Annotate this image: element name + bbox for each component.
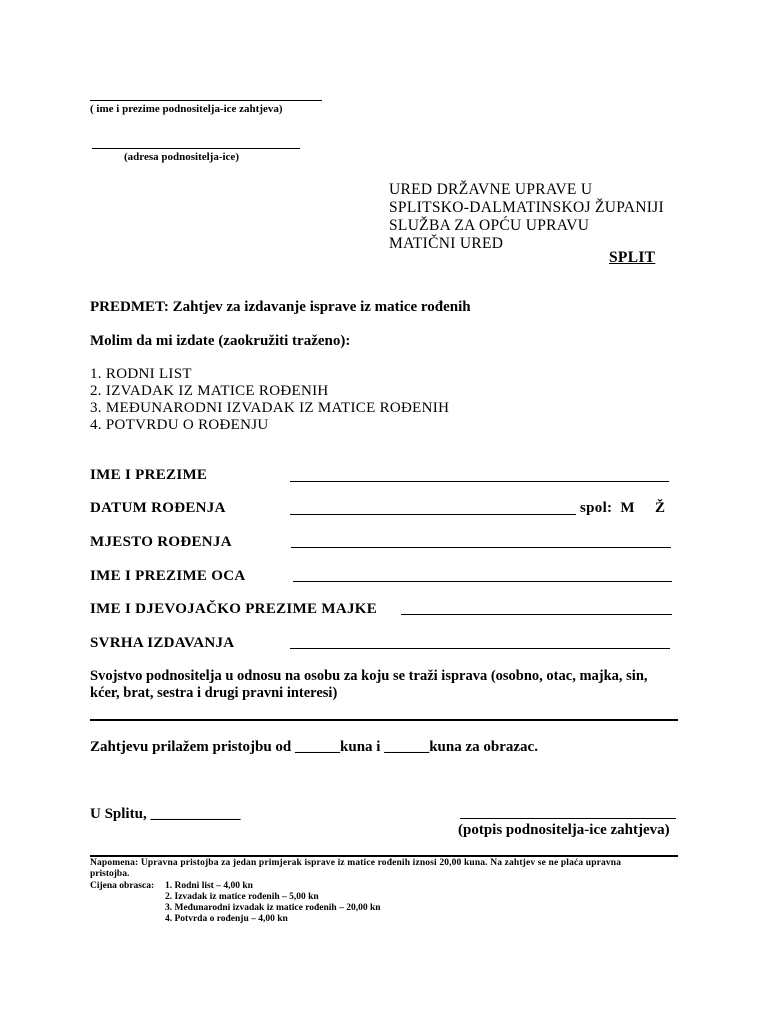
price-label: Cijena obrasca: [90, 881, 155, 891]
place-date-field[interactable]: U Splitu, ____________ [90, 806, 241, 822]
field-label-name: IME I PREZIME [90, 467, 208, 483]
document-options-list [90, 366, 449, 434]
form-fee-field[interactable]: ______ [384, 739, 430, 755]
field-label-birthplace: MJESTO ROĐENJA [90, 534, 232, 550]
fee-amount-field[interactable]: ______ [295, 739, 341, 755]
field-line-birthplace[interactable] [291, 547, 671, 548]
note-divider [90, 855, 678, 857]
note-line-2: pristojba. [90, 869, 130, 879]
office-city: SPLIT [609, 249, 656, 266]
signature-caption: (potpis podnositelja-ice zahtjeva) [458, 822, 670, 838]
sex-option-m[interactable]: M [620, 500, 635, 516]
option-international-extract[interactable]: 3. MEĐUNARODNI IZVADAK IZ MATICE ROĐENIH [90, 400, 450, 416]
note-text-b: isprave iz matice rođenih [304, 858, 411, 868]
fee-text-part3: kuna za obrazac. [429, 739, 538, 755]
price-item: 3. Međunarodni izvadak iz matice rođenih – 20,00 kn [165, 903, 381, 913]
field-line-purpose[interactable] [290, 648, 670, 649]
office-line: SLUŽBA ZA OPĆU UPRAVU [389, 217, 590, 234]
option-birth-certificate[interactable]: 1. RODNI LIST [90, 366, 192, 382]
sex-label: spol: [580, 500, 613, 516]
office-line: URED DRŽAVNE UPRAVE U [389, 181, 593, 198]
field-line-dob[interactable] [290, 514, 576, 515]
field-label-mother: IME I DJEVOJAČKO PREZIME MAJKE [90, 601, 378, 617]
price-list [165, 881, 381, 925]
applicant-address-line[interactable] [92, 148, 300, 149]
note-text-d: se ne plaća upravna [537, 858, 622, 868]
office-line: SPLITSKO-DALMATINSKOJ ŽUPANIJI [389, 199, 664, 216]
field-label-father: IME I PREZIME OCA [90, 568, 246, 584]
relationship-text: Svojstvo podnositelja u odnosu na osobu za koju se traži isprava (osobno, otac, majka, sin, kćer, brat, sestra i drugi pravni interesi) [90, 668, 648, 701]
fee-text-part1: Zahtjevu prilažem pristojbu od [90, 739, 296, 755]
note-text-a: Napomena: Upravna pristojba za jedan primjerak [90, 858, 305, 868]
note-line-1 [90, 858, 678, 869]
field-line-mother[interactable] [401, 614, 672, 615]
price-item: 1. Rodni list – 4,00 kn [165, 881, 253, 891]
fee-text-part2: kuna i [340, 739, 385, 755]
field-label-dob: DATUM ROĐENJA [90, 500, 226, 516]
sex-option-f[interactable]: Ž [654, 500, 666, 516]
option-birth-confirmation[interactable]: 4. POTVRDU O ROĐENJU [90, 417, 269, 433]
office-line: MATIČNI URED [389, 235, 504, 252]
subject-line: PREDMET: Zahtjev za izdavanje isprave iz matice rođenih [90, 299, 471, 315]
request-intro: Molim da mi izdate (zaokružiti traženo): [90, 333, 351, 349]
field-label-purpose: SVRHA IZDAVANJA [90, 635, 235, 651]
option-birth-register-extract[interactable]: 2. IZVADAK IZ MATICE ROĐENIH [90, 383, 329, 399]
signature-line[interactable] [460, 818, 676, 819]
applicant-address-caption: (adresa podnositelja-ice) [124, 151, 239, 163]
applicant-name-caption: ( ime i prezime podnositelja-ice zahtjeva) [90, 103, 283, 115]
applicant-name-line[interactable] [90, 100, 322, 101]
fee-statement [90, 739, 538, 756]
note-text-c: iznosi 20,00 kuna. Na zahtjev [410, 858, 538, 868]
field-line-father[interactable] [293, 581, 672, 582]
relationship-answer-line[interactable] [90, 719, 678, 721]
field-line-name[interactable] [290, 481, 669, 482]
price-item: 4. Potvrda o rođenju – 4,00 kn [165, 914, 288, 924]
office-address [389, 181, 664, 253]
price-item: 2. Izvadak iz matice rođenih – 5,00 kn [165, 892, 319, 902]
sex-field [580, 500, 665, 517]
